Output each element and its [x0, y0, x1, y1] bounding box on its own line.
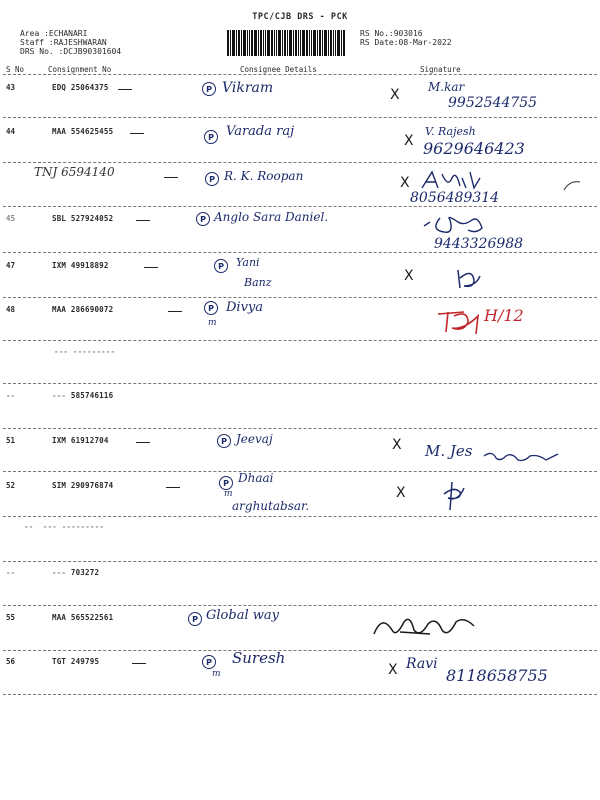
dash-mark	[130, 133, 144, 134]
dash-mark	[168, 311, 182, 312]
row-number: 55	[6, 613, 16, 622]
signature-scribble	[370, 612, 480, 644]
consignee-name-line2: Banz	[244, 276, 272, 289]
dash-mark	[136, 220, 150, 221]
row-divider	[3, 694, 597, 695]
consignment-number: TGT 249795	[52, 657, 100, 666]
p-circle-icon: P	[219, 476, 233, 490]
dash-mark	[118, 89, 132, 90]
x-mark: X	[388, 662, 398, 678]
phone-number: 8118658755	[446, 666, 548, 685]
consignee-name: Divya	[226, 300, 264, 315]
p-circle-icon: P	[214, 259, 228, 273]
row-divider	[3, 297, 597, 298]
consignment-number: SIM 290976874	[52, 481, 114, 490]
consignment-number: MAA 286690072	[52, 305, 114, 314]
m-mark: m	[212, 669, 221, 679]
m-mark: m	[208, 318, 217, 328]
signature-note: H/12	[484, 306, 524, 325]
dash-mark	[166, 487, 180, 488]
p-circle-icon: P	[217, 434, 231, 448]
row-divider	[3, 650, 597, 651]
col-sno: S No	[6, 65, 25, 74]
handwritten-consignment: TNJ 6594140	[34, 165, 115, 179]
document-title: TPC/CJB DRS - PCK	[252, 12, 348, 22]
col-details: Consignee Details	[240, 65, 317, 74]
x-mark: X	[404, 133, 414, 149]
rs-number: RS No.:903016	[360, 29, 423, 38]
row-divider	[3, 162, 597, 163]
consignee-name: Suresh	[232, 649, 286, 667]
consignee-name: Anglo Sara Daniel.	[214, 210, 329, 224]
signature-scribble	[482, 448, 562, 466]
row-number: 47	[6, 261, 16, 270]
p-circle-icon: P	[188, 612, 202, 626]
row-divider	[3, 206, 597, 207]
signature-name: M.kar	[428, 80, 465, 94]
header-divider	[3, 74, 597, 75]
area-label: Area :ECHANARI	[20, 29, 88, 38]
consignment-number: EDQ 25064375	[52, 83, 109, 92]
consignee-name: Yani	[236, 256, 260, 269]
consignment-number: IXM 49918892	[52, 261, 109, 270]
phone-number: 9952544755	[448, 95, 538, 111]
rs-date: RS Date:08-Mar-2022	[360, 38, 452, 47]
consignee-name: Global way	[206, 608, 279, 623]
phone-number: 8056489314	[410, 190, 500, 206]
p-circle-icon: P	[202, 82, 216, 96]
consignee-name-line2: arghutabsar.	[232, 499, 310, 513]
m-mark: m	[224, 489, 233, 499]
drs-number: DRS No. :DCJB90301604	[20, 47, 122, 56]
consignee-name: Varada raj	[226, 124, 295, 139]
consignment-number: IXM 61912704	[52, 436, 109, 445]
row-divider	[3, 340, 597, 341]
row-number: 48	[6, 305, 16, 314]
row-divider	[3, 605, 597, 606]
consignment-number: MAA 565522561	[52, 613, 114, 622]
row-number: --	[6, 391, 16, 400]
row-divider	[3, 252, 597, 253]
consignment-number: --- 585746116	[52, 391, 114, 400]
p-circle-icon: P	[202, 655, 216, 669]
x-mark: X	[390, 87, 400, 103]
dash-mark	[132, 663, 146, 664]
p-circle-icon: P	[204, 130, 218, 144]
stray-mark	[562, 178, 582, 192]
consignment-number: MAA 554625455	[52, 127, 114, 136]
dash-mark	[144, 267, 158, 268]
row-number: --	[6, 568, 16, 577]
p-circle-icon: P	[205, 172, 219, 186]
row-number: 45	[6, 214, 16, 223]
dash-mark	[136, 442, 150, 443]
consignee-name: Dhaai	[238, 471, 274, 485]
col-signature: Signature	[420, 65, 461, 74]
signature-name: V. Rajesh	[425, 125, 476, 138]
row-number: 52	[6, 481, 16, 490]
faded-text: -- --- ---------	[24, 522, 105, 531]
barcode-image	[227, 30, 345, 56]
faded-text: --- ---------	[54, 347, 116, 356]
col-consignment: Consignment No	[48, 65, 112, 74]
consignment-number: --- 703272	[52, 568, 100, 577]
row-divider	[3, 516, 597, 517]
signature-name: M. Jes	[425, 442, 473, 460]
row-divider	[3, 471, 597, 472]
signature-scribble	[452, 266, 484, 292]
row-number: 44	[6, 127, 16, 136]
signature-scribble	[438, 480, 468, 512]
p-circle-icon: P	[196, 212, 210, 226]
signature-name: Ravi	[406, 656, 438, 672]
row-divider	[3, 383, 597, 384]
row-divider	[3, 428, 597, 429]
row-divider	[3, 117, 597, 118]
x-mark: X	[400, 175, 410, 191]
row-divider	[3, 561, 597, 562]
dash-mark	[164, 177, 178, 178]
consignee-name: Vikram	[222, 80, 274, 96]
row-number: 51	[6, 436, 16, 445]
x-mark: X	[392, 437, 402, 453]
phone-number: 9629646423	[423, 139, 525, 158]
p-circle-icon: P	[204, 301, 218, 315]
row-number: 56	[6, 657, 16, 666]
x-mark: X	[404, 268, 414, 284]
consignment-number: SBL 527924052	[52, 214, 114, 223]
staff-label: Staff :RAJESHWARAN	[20, 38, 107, 47]
consignee-name: R. K. Roopan	[224, 169, 304, 183]
x-mark: X	[396, 485, 406, 501]
consignee-name: Jeevaj	[236, 432, 273, 446]
row-number: 43	[6, 83, 16, 92]
phone-number: 9443326988	[434, 236, 524, 252]
